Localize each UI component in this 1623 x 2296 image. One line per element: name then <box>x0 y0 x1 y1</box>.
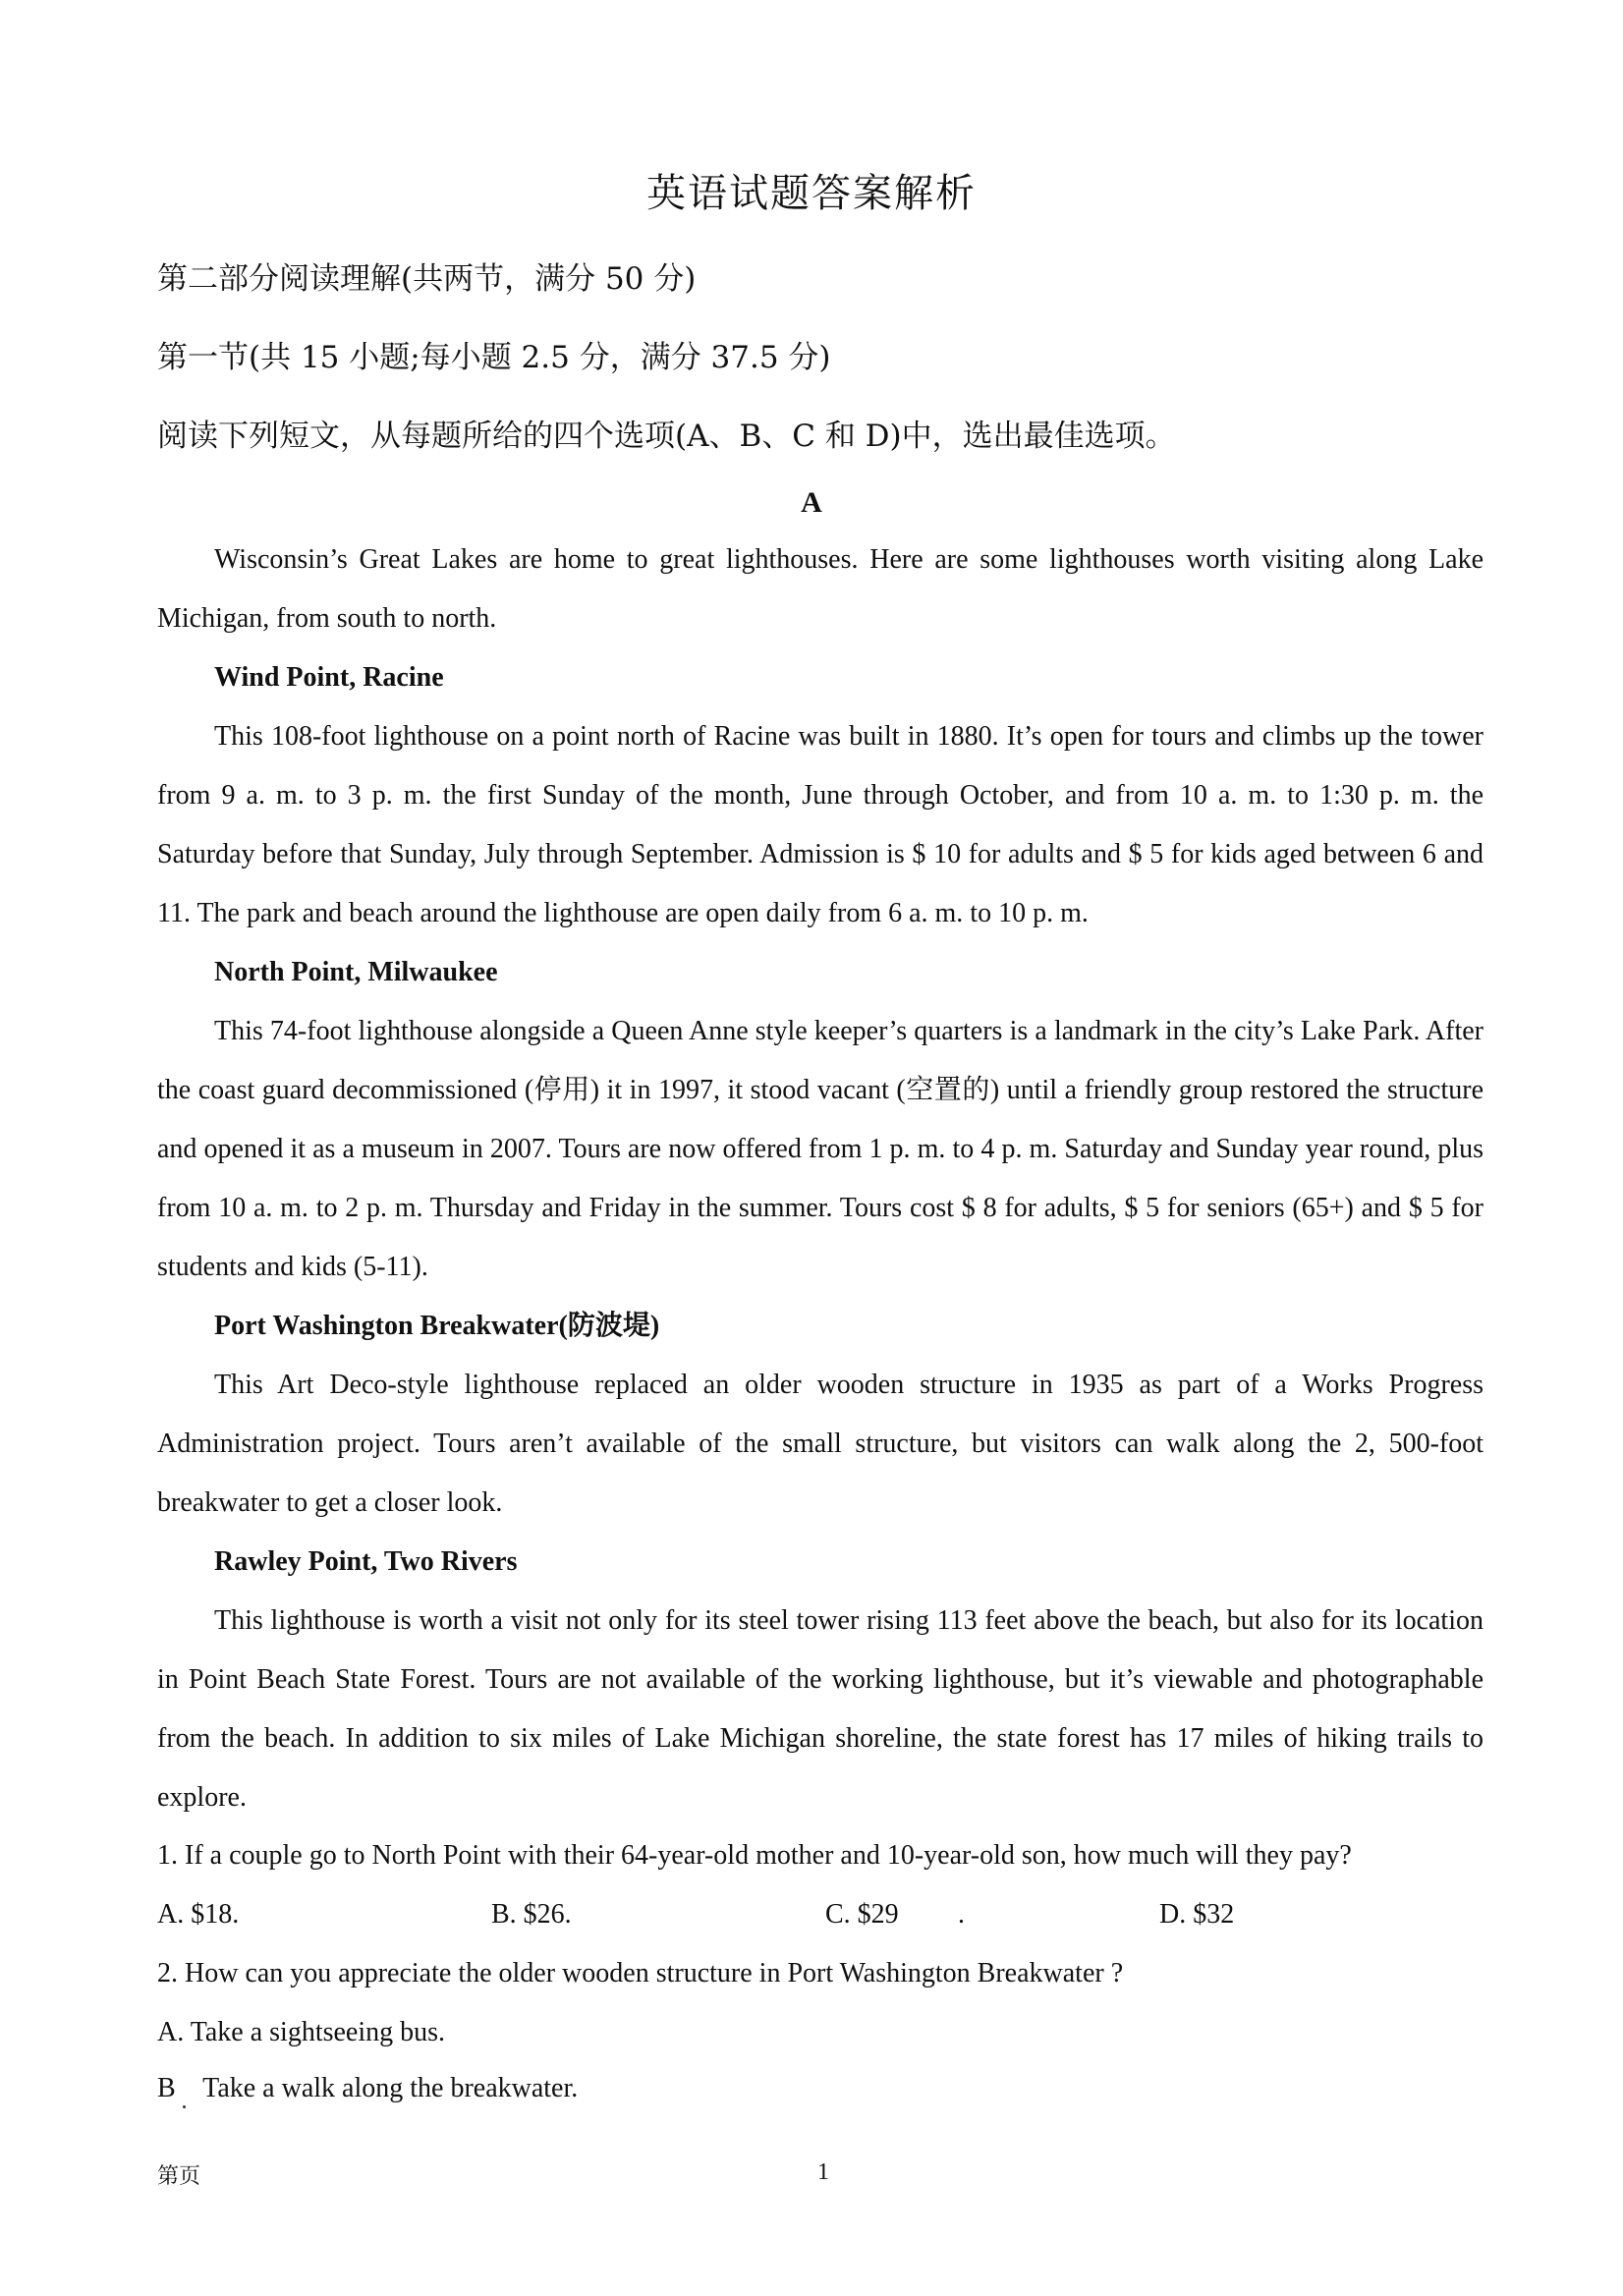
section-body-north-point: This 74-foot lighthouse alongside a Queen Anne style keeper’s quarters is a landmark in the city’s Lake Park. After the coast guard decommissioned (停用) it in 1997, it stood vacant (空置的) until a friendly group restored the structure and opened it as a museum in 2007. Tours are now offered from 1 p. m. to 4 p. m. Saturday and Sunday year round, plus from 10 a. m. to 2 p. m. Thursday and Friday in the summer. Tours cost $ 8 for adults, $ 5 for seniors (65+) and $ 5 for students and kids (5-11). <box>157 1016 1483 1282</box>
footer-page-label: 第页 <box>157 2164 201 2189</box>
section-heading-port-washington: Port Washington Breakwater(防波堤) <box>214 1311 660 1341</box>
passage-intro: Wisconsin’s Great Lakes are home to great lighthouses. Here are some lighthouses worth visiting along Lake Michigan, from south to north. <box>157 544 1483 634</box>
question-1-option-a: A. $18. <box>157 1899 240 1930</box>
question-1-option-d: D. $32 <box>1159 1899 1235 1930</box>
question-1-option-c-dot: . <box>958 1899 965 1930</box>
section-heading-wind-point: Wind Point, Racine <box>214 662 444 693</box>
question-2-option-b: B Take a walk along the breakwater. <box>157 2073 579 2103</box>
section-body-port-washington: This Art Deco-style lighthouse replaced an older wooden structure in 1935 as part of a Works Progress Administration project. Tours aren’t available of the small structure, but visitors can walk along the 2, 500-foot breakwater to get a closer look. <box>157 1370 1483 1518</box>
passage-letter: A <box>801 486 822 519</box>
question-2-stem: 2. How can you appreciate the older wooden structure in Port Washington Breakwater ? <box>157 1958 1124 1988</box>
section-heading-north-point: North Point, Milwaukee <box>214 957 498 987</box>
section-heading: 第一节(共 15 小题;每小题 2.5 分，满分 37.5 分) <box>157 340 831 375</box>
document-title: 英语试题答案解析 <box>646 171 977 216</box>
instruction-line: 阅读下列短文，从每题所给的四个选项(A、B、C 和 D)中，选出最佳选项。 <box>157 419 1176 454</box>
question-1-option-c: C. $29 <box>825 1899 899 1930</box>
stray-dot <box>183 2105 186 2108</box>
question-1-option-b: B. $26. <box>491 1899 572 1930</box>
question-1-stem: 1. If a couple go to North Point with their 64-year-old mother and 10-year-old son, how much will they pay? <box>157 1840 1352 1871</box>
passage <box>157 531 1483 1827</box>
footer-page-number: 1 <box>817 2159 829 2185</box>
question-2-option-a: A. Take a sightseeing bus. <box>157 2017 446 2047</box>
section-heading-rawley-point: Rawley Point, Two Rivers <box>214 1546 518 1577</box>
part-heading: 第二部分阅读理解(共两节，满分 50 分) <box>157 261 697 297</box>
section-body-wind-point: This 108-foot lighthouse on a point north of Racine was built in 1880. It’s open for tours and climbs up the tower from 9 a. m. to 3 p. m. the first Sunday of the month, June through October, and from 10 a. m. to 1:30 p. m. the Saturday before that Sunday, July through September. Admission is $ 10 for adults and $ 5 for kids aged between 6 and 11. The park and beach around the lighthouse are open daily from 6 a. m. to 10 p. m. <box>157 721 1483 928</box>
section-body-rawley-point: This lighthouse is worth a visit not only for its steel tower rising 113 feet above the beach, but also for its location in Point Beach State Forest. Tours are not available of the working lighthouse, but it’s viewable and photographable from the beach. In addition to six miles of Lake Michigan shoreline, the state forest has 17 miles of hiking trails to explore. <box>157 1605 1483 1813</box>
